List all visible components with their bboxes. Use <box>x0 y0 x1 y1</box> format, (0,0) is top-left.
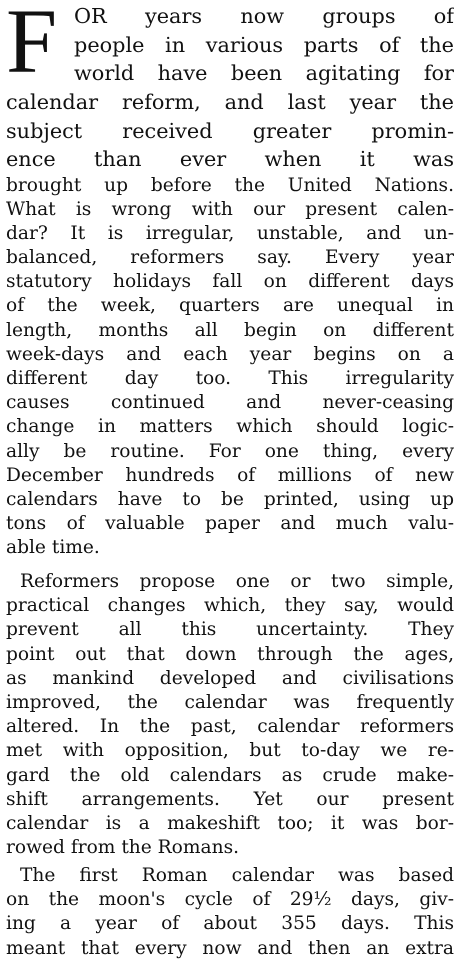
text-line: causes continued and never-ceasing <box>6 392 454 414</box>
intro-lines <box>74 2 454 88</box>
text-line: calendar is a makeshift too; it was bor- <box>6 812 454 834</box>
text-line: of the week, quarters are unequal in <box>6 295 454 317</box>
text-line: change in matters which should logic- <box>6 416 454 438</box>
text-line: calendar reform, and last year the <box>6 90 454 114</box>
text-line: improved, the calendar was frequently <box>6 691 454 713</box>
text-line: on the moon's cycle of 29½ days, giv- <box>6 889 454 911</box>
text-line: length, months all begin on different <box>6 319 454 341</box>
text-line: tons of valuable paper and much valu- <box>6 513 454 535</box>
text-line: What is wrong with our present calen- <box>6 198 454 220</box>
text-line: rowed from the Romans. <box>6 837 240 859</box>
drop-cap-letter: F <box>6 0 58 92</box>
text-line: dar? It is irregular, unstable, and un- <box>6 222 454 244</box>
text-line: meant that every now and then an extra <box>6 937 454 959</box>
text-line: gard the old calendars as crude make- <box>6 764 454 786</box>
text-line: practical changes which, they say, would <box>6 595 454 617</box>
text-line: altered. In the past, calendar reformers <box>6 716 454 738</box>
text-line: world have been agitating for <box>74 61 454 85</box>
text-line: ence than ever when it was <box>6 147 454 171</box>
text-line: subject received greater promin- <box>6 118 454 143</box>
text-line: different day too. This irregularity <box>6 368 454 389</box>
drop-cap <box>6 0 72 92</box>
text-line: met with opposition, but to-day we re- <box>6 740 454 762</box>
text-line: able time. <box>6 537 100 559</box>
text-line: people in various parts of the <box>74 32 454 57</box>
text-line: shift arrangements. Yet our present <box>6 788 454 810</box>
paragraph-3 <box>6 864 454 961</box>
paragraph-2 <box>6 570 454 860</box>
text-line: balanced, reformers say. Every year <box>6 247 454 269</box>
text-line: brought up before the United Nations. <box>6 174 454 196</box>
text-line: as mankind developed and civilisations <box>6 667 454 689</box>
paragraph-1 <box>6 88 454 561</box>
text-line: statutory holidays fall on different days <box>6 271 454 293</box>
text-line: calendars have to be printed, using up <box>6 488 454 510</box>
text-line: week-days and each year begins on a <box>6 343 454 365</box>
text-line: ing a year of about 355 days. This <box>6 913 454 935</box>
text-line: prevent all this uncertainty. They <box>6 619 454 641</box>
text-line: ally be routine. For one thing, every <box>6 440 454 462</box>
text-line: Reformers propose one or two simple, <box>20 571 454 592</box>
text-line: point out that down through the ages, <box>6 643 454 665</box>
text-line: OR years now groups of <box>74 4 454 28</box>
text-line: December hundreds of millions of new <box>6 464 454 486</box>
text-line: The first Roman calendar was based <box>20 865 454 886</box>
